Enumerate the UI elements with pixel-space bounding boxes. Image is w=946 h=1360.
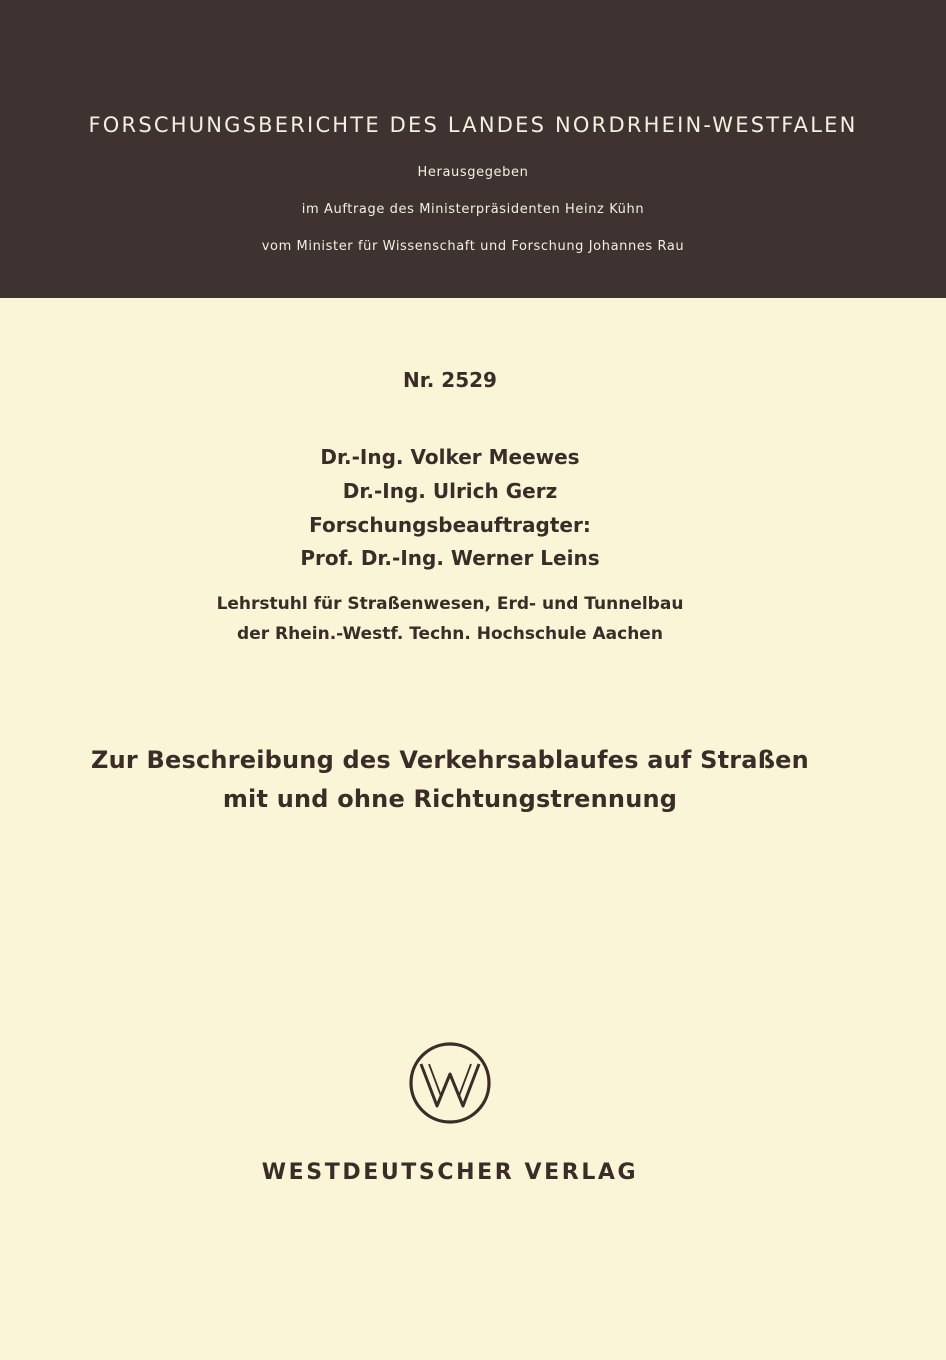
minister-line: vom Minister für Wissenschaft und Forschung Johannes Rau — [261, 239, 685, 254]
header-band — [0, 0, 946, 298]
role-label: Forschungsbeauftragter: — [309, 513, 591, 537]
institute-line-2: der Rhein.-Westf. Techn. Hochschule Aachen — [237, 624, 663, 644]
institute-line-1: Lehrstuhl für Straßenwesen, Erd- und Tunnelbau — [216, 594, 684, 614]
wv-monogram-icon — [407, 1040, 493, 1126]
commission-line: im Auftrage des Ministerpräsidenten Heinz Kühn — [301, 202, 645, 217]
title-line-2: mit und ohne Richtungstrennung — [222, 785, 678, 813]
publisher-name: WESTDEUTSCHER VERLAG — [261, 1160, 639, 1185]
title-line-1: Zur Beschreibung des Verkehrsablaufes auf Straßen — [91, 746, 809, 774]
author-2: Dr.-Ing. Ulrich Gerz — [342, 479, 558, 503]
supervisor: Prof. Dr.-Ing. Werner Leins — [300, 546, 600, 570]
editor-line: Herausgegeben — [417, 165, 529, 180]
report-number: Nr. 2529 — [403, 368, 497, 392]
series-title: FORSCHUNGSBERICHTE DES LANDES NORDRHEIN-WESTFALEN — [88, 113, 858, 137]
author-1: Dr.-Ing. Volker Meewes — [320, 445, 580, 469]
